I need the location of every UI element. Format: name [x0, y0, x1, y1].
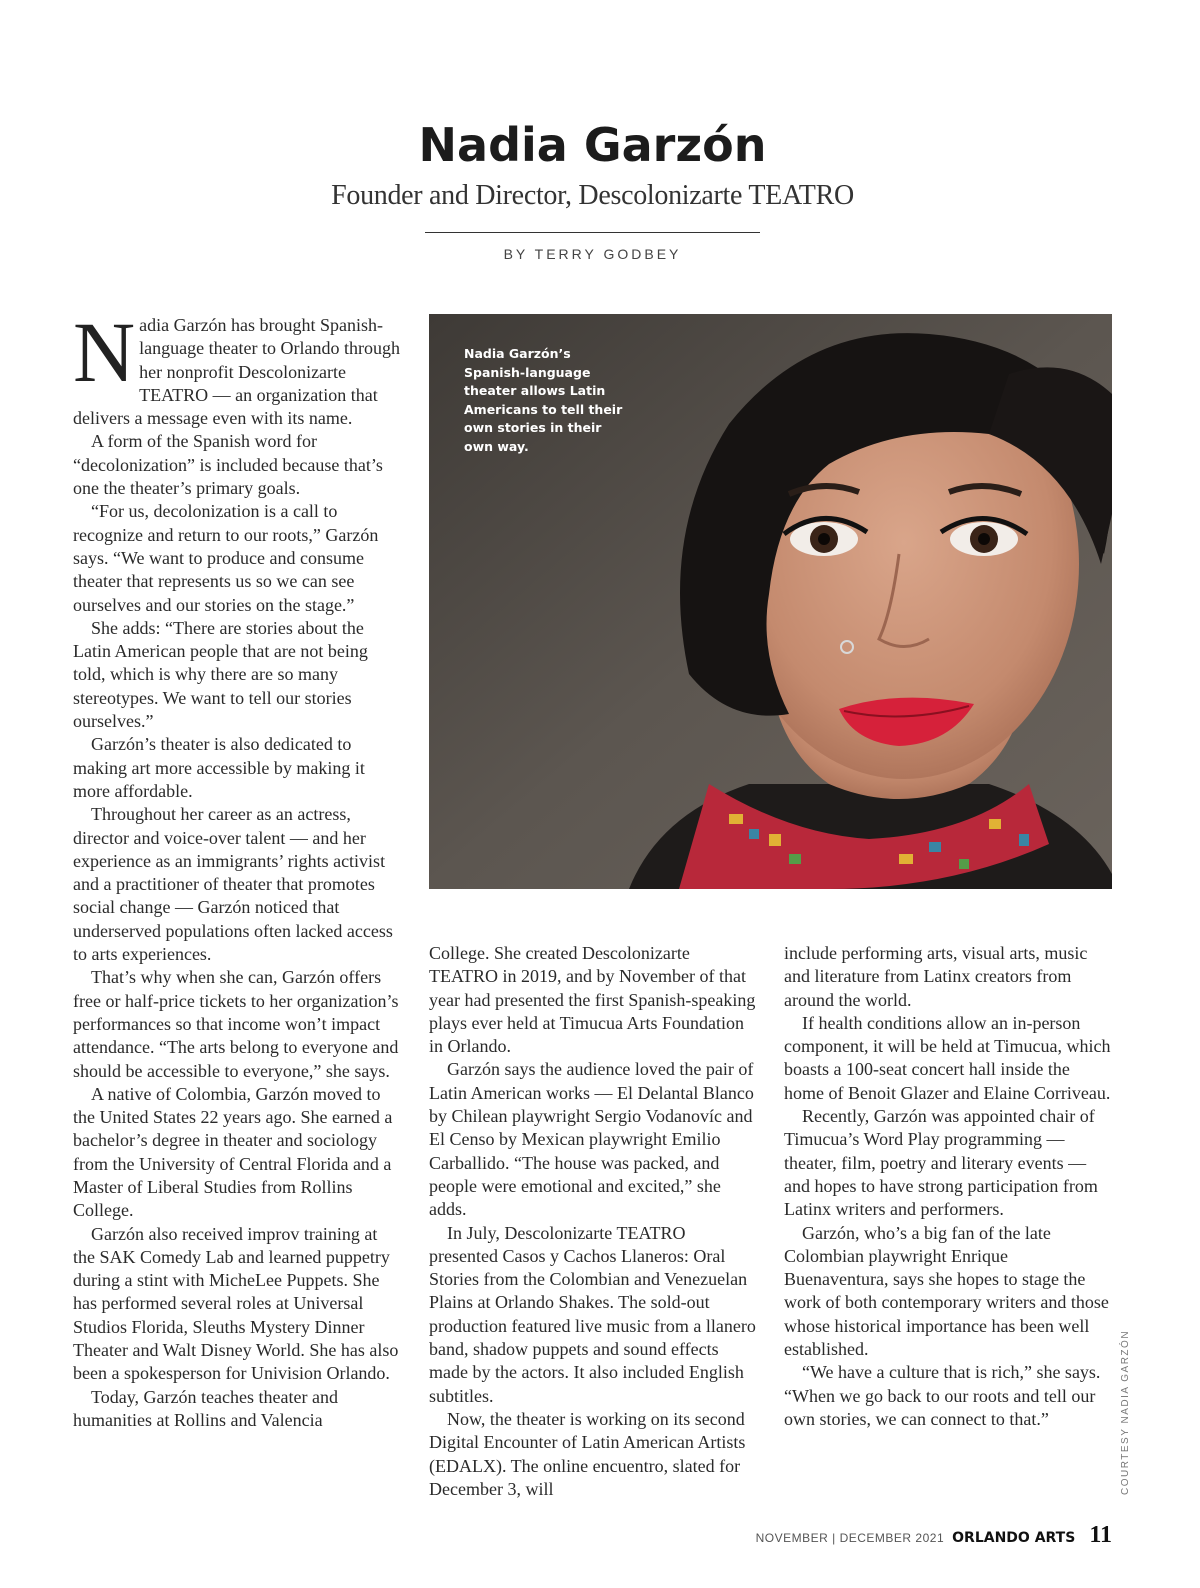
paragraph: Today, Garzón teaches theater and humanities at Rollins and Valencia	[73, 1386, 338, 1430]
paragraph: If health conditions allow an in-person component, it will be held at Timucua, which boasts a 100-seat concert hall inside the home of Benoit Glazer and Elaine Corriveau.	[784, 1012, 1111, 1103]
article-column-3	[784, 942, 1112, 1431]
paragraph: Recently, Garzón was appointed chair of Timucua’s Word Play programming — theater, film, poetry and literary events — and hopes to have strong participation from Latinx writers and performers.	[784, 1106, 1098, 1220]
article-column-1	[73, 304, 401, 1432]
title-divider	[425, 232, 760, 233]
paragraph: A form of the Spanish word for “decolonization” is included because that’s one the theater’s primary goals.	[73, 431, 383, 499]
paragraph: Garzón, who’s a big fan of the late Colombian playwright Enrique Buenaventura, says she hopes to stage the work of both contemporary writers and those whose historical importance has been well established.	[784, 1222, 1109, 1360]
article-subtitle: Founder and Director, Descolonizarte TEATRO	[331, 180, 854, 211]
paragraph: Throughout her career as an actress, director and voice-over talent — and her experience as an immigrants’ rights activist and a practitioner of theater that promotes social change — Garzón noticed that underserved populations often lacked access to arts experiences.	[73, 804, 393, 965]
photo-credit: COURTESY NADIA GARZÓN	[1120, 1329, 1131, 1495]
photo-caption: Nadia Garzón’s Spanish-language theater allows Latin Americans to tell their own stories in their own way.	[464, 346, 623, 454]
article-title: Nadia Garzón	[418, 118, 767, 172]
paragraph: In July, Descolonizarte TEATRO presented Casos y Cachos Llaneros: Oral Stories from the Colombian and Venezuelan Plains at Orlando Shakes. The sold-out production featured live music from a llanero band, shadow puppets and sound effects made by the actors. It also included English subtitles.	[429, 1222, 756, 1406]
paragraph: College. She created Descolonizarte TEATRO in 2019, and by November of that year had presented the first Spanish-speaking plays ever held at Timucua Arts Foundation in Orlando.	[429, 943, 756, 1057]
paragraph: Garzón’s theater is also dedicated to making art more accessible by making it more affordable.	[73, 734, 365, 801]
page-number: 11	[1089, 1522, 1112, 1548]
article-column-2	[429, 942, 757, 1501]
paragraph: A native of Colombia, Garzón moved to the United States 22 years ago. She earned a bachelor’s degree in theater and sociology from the University of Central Florida and a Master of Liberal Studies from Rollins College.	[73, 1083, 393, 1221]
paragraph: Nadia Garzón has brought Spanish-language theater to Orlando through her nonprofit Descolonizarte TEATRO — an organization that delivers a message even with its name.	[73, 304, 401, 429]
paragraph: Garzón also received improv training at the SAK Comedy Lab and learned puppetry during a stint with MicheLee Puppets. She has performed several roles at Universal Studios Florida, Sleuths Mystery Dinner Theater and Walt Disney World. She has also been a spokesperson for Univision Orlando.	[73, 1223, 399, 1384]
issue-date: NOVEMBER | DECEMBER 2021	[755, 1531, 945, 1545]
paragraph: Now, the theater is working on its second Digital Encounter of Latin American Artists (EDALX). The online encuentro, slated for December 3, will	[429, 1408, 746, 1499]
magazine-name: ORLANDO ARTS	[952, 1530, 1076, 1546]
drop-cap: N	[73, 304, 136, 400]
byline: BY TERRY GODBEY	[503, 246, 682, 262]
page-footer	[756, 1522, 1112, 1549]
paragraph: That’s why when she can, Garzón offers free or half-price tickets to her organization’s performances so that income won’t impact attendance. “The arts belong to everyone and should be accessible to everyone,” she says.	[73, 967, 399, 1081]
paragraph: “We have a culture that is rich,” she says. “When we go back to our roots and tell our own stories, we can connect to that.”	[784, 1362, 1101, 1429]
paragraph: She adds: “There are stories about the Latin American people that are not being told, which is why there are so many stereotypes. We want to tell our stories ourselves.”	[73, 617, 368, 732]
paragraph: “For us, decolonization is a call to recognize and return to our roots,” Garzón says. “We want to produce and consume theater that represents us so we can see ourselves and our stories on the stage.”	[73, 501, 379, 615]
paragraph: Garzón says the audience loved the pair of Latin American works — El Delantal Blanco by Chilean playwright Sergio Vodanovíc and El Censo by Mexican playwright Emilio Carballido. “The house was packed, and people were emotional and excited,” she adds.	[429, 1059, 754, 1220]
paragraph: include performing arts, visual arts, music and literature from Latinx creators from around the world.	[784, 943, 1088, 1010]
